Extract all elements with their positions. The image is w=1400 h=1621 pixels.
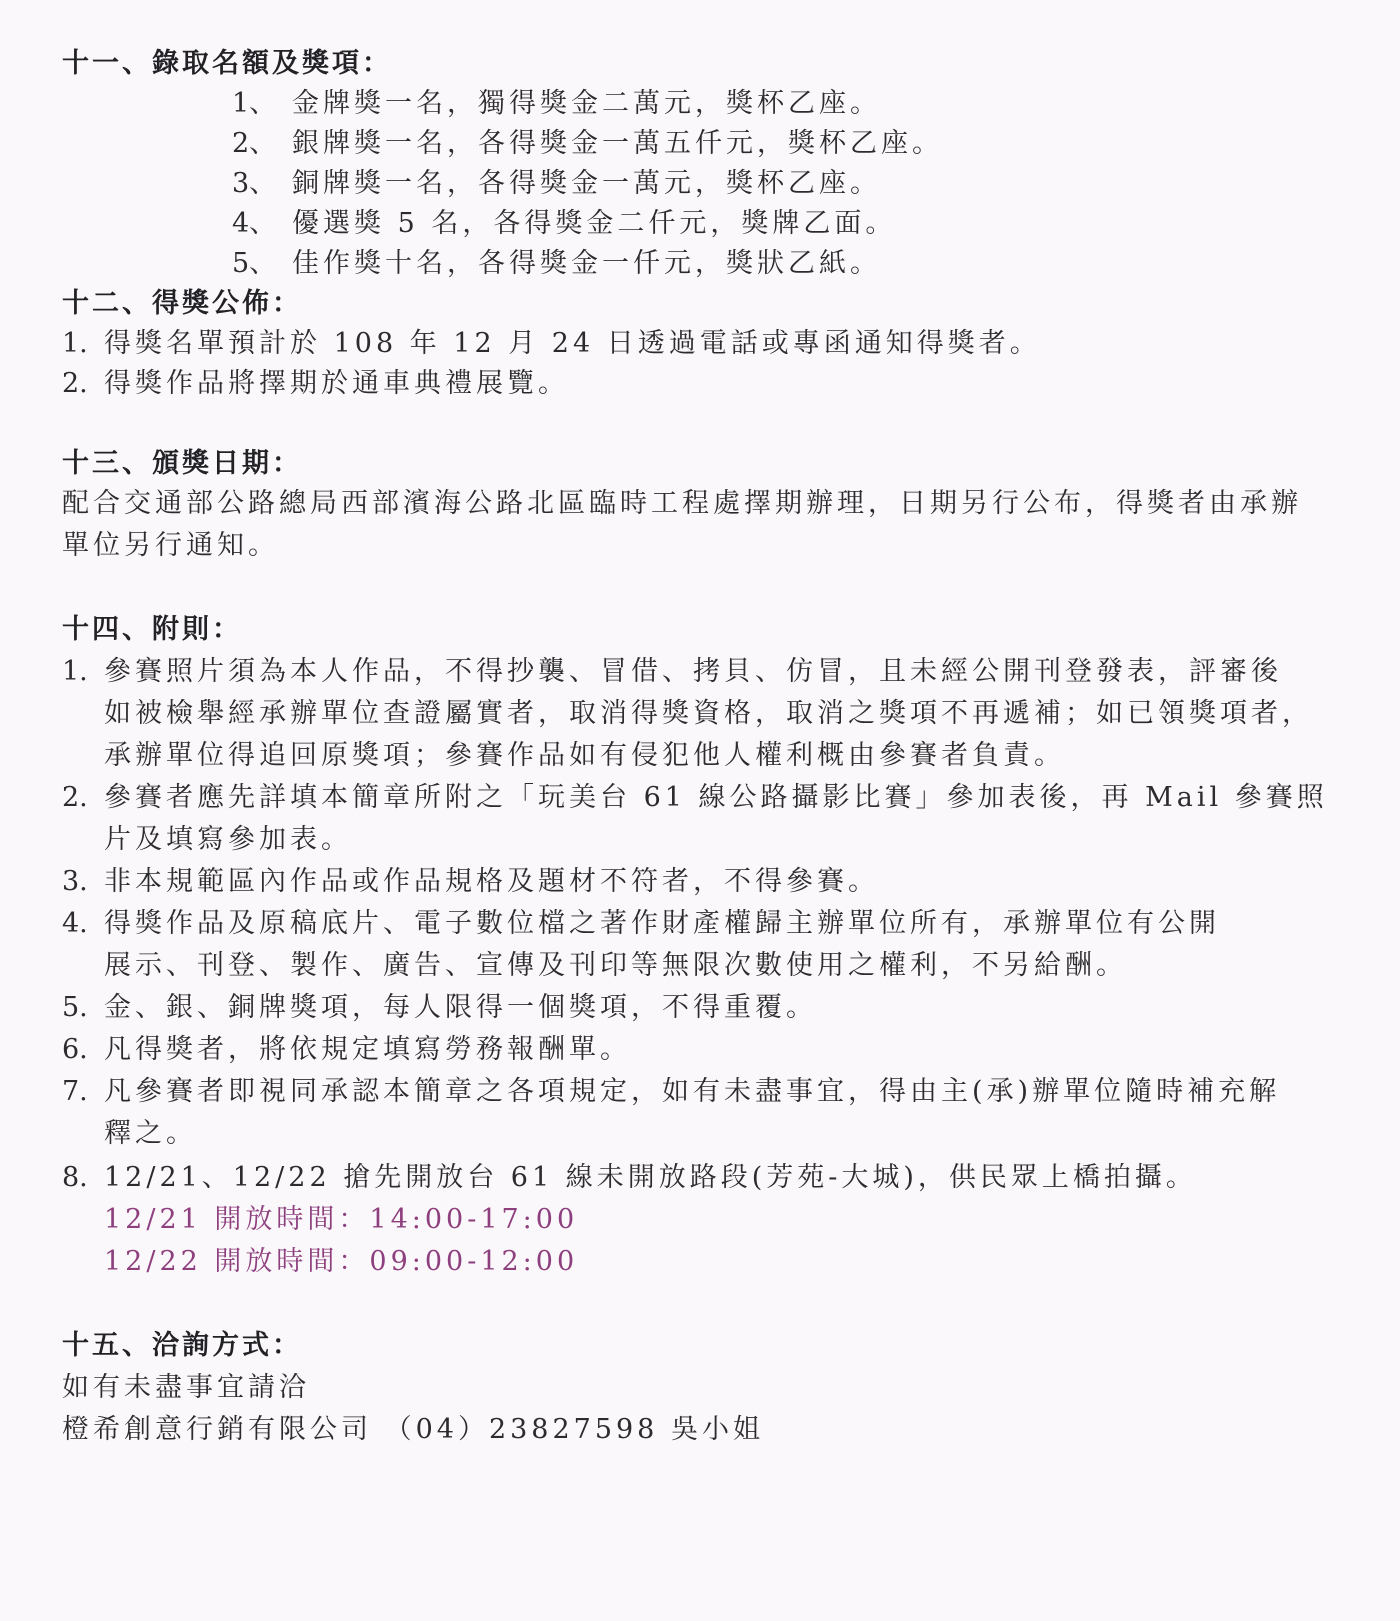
prize-item-number: 5、 bbox=[232, 248, 277, 279]
item-text: 得獎名單預計於 108 年 12 月 24 日透過電話或專函通知得獎者。 bbox=[104, 328, 1041, 359]
announcement-item-1 bbox=[62, 324, 1041, 364]
prize-item-3 bbox=[232, 164, 881, 204]
section-14-heading: 十四、附則： bbox=[62, 614, 242, 645]
contact-intro: 如有未盡事宜請洽 bbox=[62, 1372, 310, 1403]
item-number: 1. bbox=[62, 656, 88, 687]
prize-item-text: 銀牌獎一名，各得獎金一萬五仟元，獎杯乙座。 bbox=[292, 128, 943, 159]
rule-item-4 bbox=[62, 904, 1220, 944]
section-11-heading: 十一、錄取名額及獎項： bbox=[62, 48, 392, 79]
prize-item-number: 1、 bbox=[232, 88, 277, 119]
item-number: 3. bbox=[62, 866, 88, 897]
item-text: 12/21、12/22 搶先開放台 61 線未開放路段(芳苑-大城)，供民眾上橋拍攝。 bbox=[104, 1162, 1197, 1193]
announcement-item-2 bbox=[62, 364, 569, 404]
item-text: 凡得獎者，將依規定填寫勞務報酬單。 bbox=[104, 1034, 631, 1065]
item-number: 2. bbox=[62, 368, 88, 399]
item-text: 金、銀、銅牌獎項，每人限得一個獎項，不得重覆。 bbox=[104, 992, 817, 1023]
section-15-heading: 十五、洽詢方式： bbox=[62, 1330, 302, 1361]
prize-item-text: 銅牌獎一名，各得獎金一萬元，獎杯乙座。 bbox=[292, 168, 881, 199]
item-number: 1. bbox=[62, 328, 88, 359]
item-text: 得獎作品將擇期於通車典禮展覽。 bbox=[104, 368, 569, 399]
prize-item-2 bbox=[232, 124, 943, 164]
rule-item-1-continuation: 如被檢舉經承辦單位查證屬實者，取消得獎資格，取消之獎項不再遞補；如已領獎項者， bbox=[104, 698, 1313, 729]
rule-item-7-continuation: 釋之。 bbox=[104, 1118, 197, 1149]
contact-company-phone: 橙希創意行銷有限公司 （04）23827598 吳小姐 bbox=[62, 1414, 764, 1445]
open-time-1221: 12/21 開放時間：14:00-17:00 bbox=[104, 1204, 579, 1235]
rule-item-1 bbox=[62, 652, 1282, 692]
item-number: 4. bbox=[62, 908, 88, 939]
prize-item-text: 優選獎 5 名，各得獎金二仟元，獎牌乙面。 bbox=[292, 208, 897, 239]
item-text: 參賽照片須為本人作品，不得抄襲、冒借、拷貝、仿冒，且未經公開刊登發表，評審後 bbox=[104, 656, 1282, 687]
open-time-1222: 12/22 開放時間：09:00-12:00 bbox=[104, 1246, 579, 1277]
item-text: 非本規範區內作品或作品規格及題材不符者，不得參賽。 bbox=[104, 866, 879, 897]
item-text: 參賽者應先詳填本簡章所附之「玩美台 61 線公路攝影比賽」參加表後，再 Mail 參賽照 bbox=[104, 782, 1328, 813]
prize-item-1 bbox=[232, 84, 881, 124]
prize-item-text: 金牌獎一名，獨得獎金二萬元，獎杯乙座。 bbox=[292, 88, 881, 119]
award-date-text-line-2: 單位另行通知。 bbox=[62, 530, 279, 561]
item-text: 得獎作品及原稿底片、電子數位檔之著作財產權歸主辦單位所有，承辦單位有公開 bbox=[104, 908, 1220, 939]
prize-item-4 bbox=[232, 204, 896, 244]
rule-item-1-continuation: 承辦單位得追回原獎項；參賽作品如有侵犯他人權利概由參賽者負責。 bbox=[104, 740, 1065, 771]
item-number: 7. bbox=[62, 1076, 88, 1107]
rule-item-2-continuation: 片及填寫參加表。 bbox=[104, 824, 352, 855]
award-date-text-line-1: 配合交通部公路總局西部濱海公路北區臨時工程處擇期辦理，日期另行公布，得獎者由承辦 bbox=[62, 488, 1302, 519]
prize-item-number: 2、 bbox=[232, 128, 277, 159]
item-number: 2. bbox=[62, 782, 88, 813]
rule-item-6 bbox=[62, 1030, 631, 1070]
rule-item-2 bbox=[62, 778, 1328, 818]
rule-item-5 bbox=[62, 988, 817, 1028]
item-number: 6. bbox=[62, 1034, 88, 1065]
rule-item-8 bbox=[62, 1158, 1197, 1198]
rule-item-3 bbox=[62, 862, 879, 902]
section-13-heading: 十三、頒獎日期： bbox=[62, 448, 302, 479]
prize-item-number: 4、 bbox=[232, 208, 277, 239]
item-text: 凡參賽者即視同承認本簡章之各項規定，如有未盡事宜，得由主(承)辦單位隨時補充解 bbox=[104, 1076, 1281, 1107]
item-number: 8. bbox=[62, 1162, 88, 1193]
prize-item-5 bbox=[232, 244, 881, 284]
rule-item-7 bbox=[62, 1072, 1280, 1112]
item-number: 5. bbox=[62, 992, 88, 1023]
prize-item-text: 佳作獎十名，各得獎金一仟元，獎狀乙紙。 bbox=[292, 248, 881, 279]
prize-item-number: 3、 bbox=[232, 168, 277, 199]
section-12-heading: 十二、得獎公佈： bbox=[62, 288, 302, 319]
rule-item-4-continuation: 展示、刊登、製作、廣告、宣傳及刊印等無限次數使用之權利，不另給酬。 bbox=[104, 950, 1127, 981]
